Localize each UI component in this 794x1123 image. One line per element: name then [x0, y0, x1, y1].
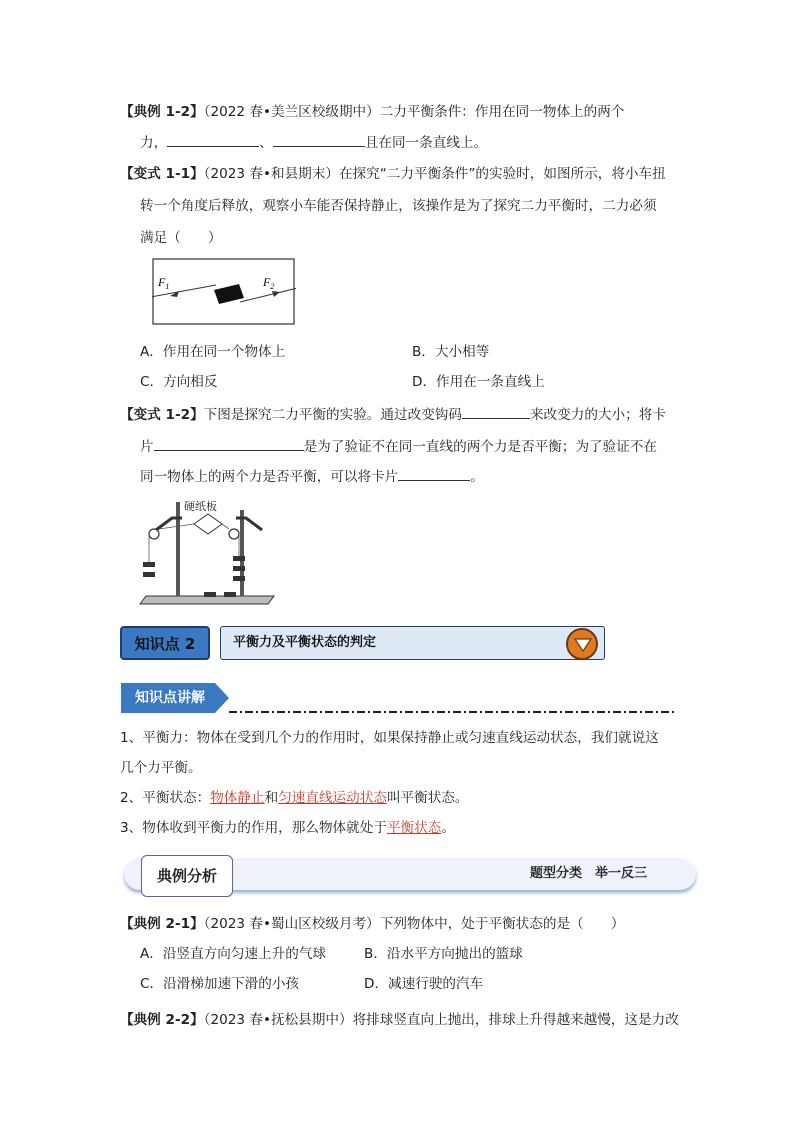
option-d[interactable]: D．作用在一条直线上 — [412, 374, 545, 390]
variant-source: （2023 春•和县期末） — [203, 166, 339, 182]
option-b[interactable]: B．大小相等 — [412, 344, 490, 360]
variant-text: 在探究“二力平衡条件”的实验时，如图所示，将小车扭 — [338, 166, 666, 182]
variant-1-1-line3: 满足（ ） — [140, 230, 222, 246]
example-source: （2023 春•抚松县期中） — [203, 1012, 353, 1028]
right-weight — [233, 556, 245, 561]
text: 且在同一条直线上。 — [364, 135, 488, 151]
lecture-p1-line2: 几个力平衡。 — [120, 760, 202, 776]
lecture-tag: 知识点讲解 — [135, 690, 205, 706]
text: 、 — [259, 135, 273, 151]
answer-blank[interactable] — [167, 132, 259, 147]
right-stand — [240, 510, 244, 596]
right-weight — [233, 566, 245, 571]
example-text: 二力平衡条件：作用在同一物体上的两个 — [379, 104, 625, 120]
variant-1-1-line1 — [120, 164, 666, 184]
lecture-tag-shape — [121, 683, 681, 715]
example-source: （2023 春•蜀山区校级月考） — [203, 916, 380, 932]
spare-weight — [224, 592, 236, 597]
highlight-answer: 物体静止 — [210, 790, 265, 806]
f2-label: $F_2$ — [263, 275, 275, 291]
option-d[interactable]: D．减速行驶的汽车 — [364, 976, 484, 992]
example-text: 将排球竖直向上抛出，排球上升得越来越慢，这是力改 — [352, 1012, 679, 1028]
text: 是为了验证不在同一直线的两个力是否平衡；为了验证不在 — [303, 439, 658, 455]
left-weight — [143, 562, 155, 567]
variant-tag: 【变式 1-1】 — [120, 166, 204, 182]
variant-1-1-line2: 转一个角度后释放，观察小车能否保持静止，该操作是为了探究二力平衡时，二力必须 — [140, 198, 657, 214]
left-pulley — [149, 529, 159, 539]
text: 来改变力的大小；将卡 — [529, 407, 666, 423]
example-text: 下列物体中，处于平衡状态的是（ ） — [379, 916, 625, 932]
example-tag: 【典例 1-2】 — [120, 104, 204, 120]
lecture-p3 — [120, 818, 455, 838]
knowledge-point-title: 平衡力及平衡状态的判定 — [220, 626, 605, 660]
right-pulley — [229, 529, 239, 539]
analysis-subtitle: 题型分类 举一反三 — [530, 866, 648, 881]
lecture-p1-line1: 1、平衡力：物体在受到几个力的作用时，如果保持静止或匀速直线运动状态，我们就说这 — [120, 730, 659, 746]
card — [194, 514, 222, 534]
text: 力， — [140, 135, 168, 151]
card-pulley-figure — [138, 496, 278, 608]
answer-blank[interactable] — [273, 132, 365, 147]
right-weight — [233, 576, 245, 581]
answer-blank[interactable] — [462, 404, 530, 419]
option-c[interactable]: C．方向相反 — [140, 374, 218, 390]
example-2-1-line1 — [120, 914, 624, 934]
text: 3、物体收到平衡力的作用，那么物体就处于 — [120, 820, 387, 836]
variant-tag: 【变式 1-2】 — [120, 407, 204, 423]
variant-1-2-line2 — [140, 436, 657, 457]
f1-label: $F_1$ — [158, 275, 170, 291]
twisted-cart-figure — [152, 258, 296, 326]
answer-blank[interactable] — [398, 466, 470, 481]
example-tag: 【典例 2-1】 — [120, 916, 204, 932]
right-clamp — [236, 518, 262, 530]
option-c[interactable]: C．沿滑梯加速下滑的小孩 — [140, 976, 300, 992]
text: 。 — [470, 469, 484, 485]
example-2-2-line1 — [120, 1010, 679, 1030]
text: 同一物体上的两个力是否平衡，可以将卡片 — [140, 469, 399, 485]
text: 下图是探究二力平衡的实验。通过改变钩码 — [203, 407, 462, 423]
text: 和 — [264, 790, 279, 806]
left-stand — [176, 502, 180, 596]
option-b[interactable]: B．沿水平方向抛出的篮球 — [364, 946, 523, 962]
collapse-toggle[interactable] — [566, 628, 598, 660]
example-1-2-line1 — [120, 102, 624, 122]
base-board — [140, 596, 274, 604]
triangle-down-icon — [574, 638, 592, 652]
text: 片 — [140, 439, 154, 455]
text: 2、平衡状态： — [120, 790, 211, 806]
example-source: （2022 春•美兰区校级期中） — [203, 104, 380, 120]
example-tag: 【典例 2-2】 — [120, 1012, 204, 1028]
text: 。 — [441, 820, 455, 836]
option-a[interactable]: A．作用在同一个物体上 — [140, 344, 286, 360]
variant-1-2-line3 — [140, 466, 484, 487]
left-weight — [143, 572, 155, 577]
highlight-answer: 平衡状态 — [386, 820, 442, 836]
answer-blank[interactable] — [154, 436, 304, 451]
spare-weight — [204, 592, 216, 597]
analysis-tag: 典例分析 — [141, 855, 233, 897]
lecture-p2 — [120, 788, 469, 808]
highlight-answer: 匀速直线运动状态 — [278, 790, 387, 806]
text: 叫平衡状态。 — [386, 790, 469, 806]
variant-1-2-line1 — [120, 404, 666, 425]
knowledge-point-label: 知识点 2 — [120, 626, 210, 660]
option-a[interactable]: A．沿竖直方向匀速上升的气球 — [140, 946, 327, 962]
example-1-2-line2 — [140, 132, 487, 153]
cardboard-label: 硬纸板 — [184, 500, 217, 513]
